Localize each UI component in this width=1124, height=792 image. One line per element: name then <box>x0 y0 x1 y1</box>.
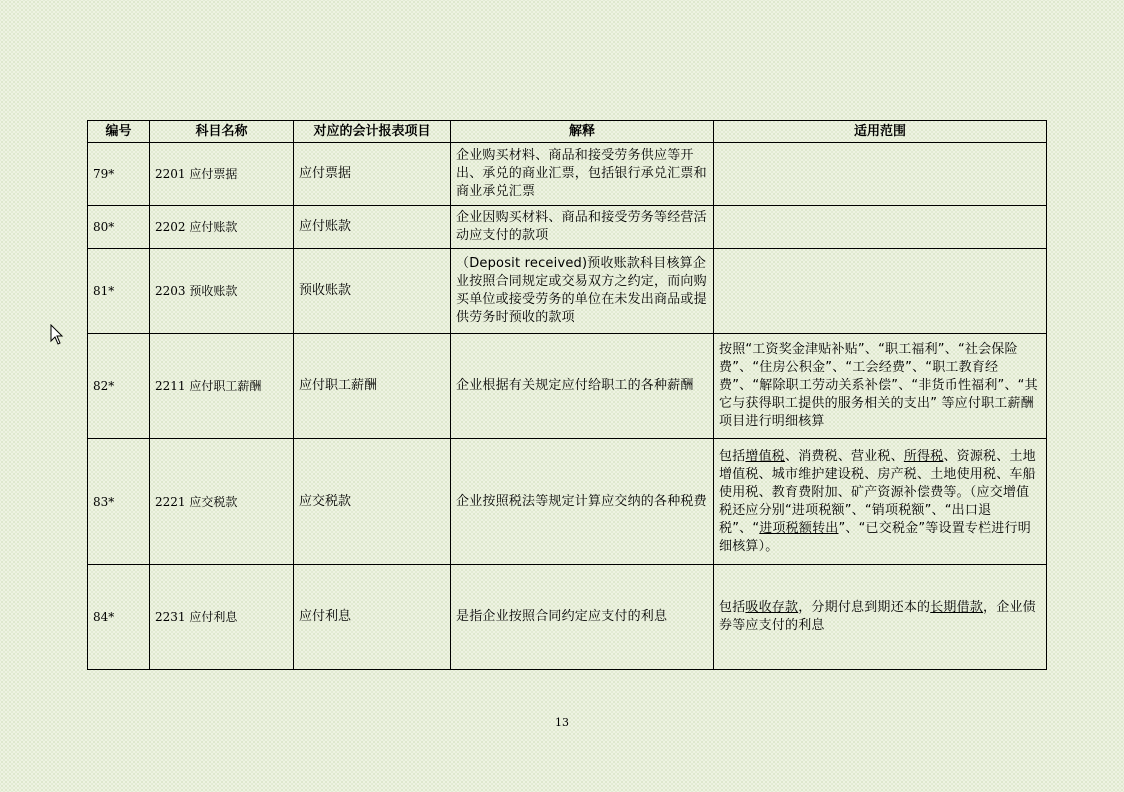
row-account-name: 2202 应付账款 <box>150 206 294 249</box>
header-scope: 适用范围 <box>714 121 1047 143</box>
table-row <box>88 439 1047 565</box>
table-row <box>88 565 1047 670</box>
table-header-row <box>88 121 1047 143</box>
row-report-item: 应付职工薪酬 <box>294 334 451 439</box>
table-row <box>88 334 1047 439</box>
row-explanation: 企业购买材料、商品和接受劳务供应等开出、承兑的商业汇票，包括银行承兑汇票和商业承兑汇票 <box>451 143 714 206</box>
scope-link-input-tax-transfer[interactable]: 进项税额转出 <box>759 520 839 536</box>
row-number: 82* <box>88 334 150 439</box>
page-number: 13 <box>555 716 569 729</box>
arrow-cursor-icon <box>50 324 64 346</box>
scope-link-income-tax[interactable]: 所得税 <box>903 448 944 464</box>
row-report-item: 应交税款 <box>294 439 451 565</box>
row-number: 83* <box>88 439 150 565</box>
row-number: 81* <box>88 249 150 334</box>
accounts-table <box>87 120 1047 670</box>
row-explanation: 企业因购买材料、商品和接受劳务等经营活动应支付的款项 <box>451 206 714 249</box>
row-number: 84* <box>88 565 150 670</box>
row-scope <box>714 249 1047 334</box>
row-scope <box>714 439 1047 565</box>
header-number: 编号 <box>88 121 150 143</box>
table-row <box>88 249 1047 334</box>
scope-text: ，企业债券等应支付的利息 <box>719 600 1036 633</box>
table-row <box>88 143 1047 206</box>
row-explanation: （Deposit received)预收账款科目核算企业按照合同规定或交易双方之约定，而向购买单位或接受劳务的单位在未发出商品或提供劳务时预收的款项 <box>451 249 714 334</box>
header-report-item: 对应的会计报表项目 <box>294 121 451 143</box>
row-account-name: 2211 应付职工薪酬 <box>150 334 294 439</box>
row-account-name: 2231 应付利息 <box>150 565 294 670</box>
scope-text: 、消费税、营业税、 <box>785 448 904 464</box>
scope-text: ，分期付息到期还本的 <box>798 600 931 615</box>
row-report-item: 应付票据 <box>294 143 451 206</box>
row-account-name: 2221 应交税款 <box>150 439 294 565</box>
row-explanation: 是指企业按照合同约定应支付的利息 <box>451 565 714 670</box>
scope-text: 包括 <box>719 448 746 464</box>
row-scope <box>714 565 1047 670</box>
row-number: 80* <box>88 206 150 249</box>
row-explanation: 企业按照税法等规定计算应交纳的各种税费 <box>451 439 714 565</box>
scope-link-long-term-loans[interactable]: 长期借款 <box>930 600 984 615</box>
row-scope <box>714 143 1047 206</box>
table-row <box>88 206 1047 249</box>
scope-link-vat[interactable]: 增值税 <box>745 448 786 464</box>
row-account-name: 2203 预收账款 <box>150 249 294 334</box>
row-report-item: 应付账款 <box>294 206 451 249</box>
row-account-name: 2201 应付票据 <box>150 143 294 206</box>
scope-link-deposits[interactable]: 吸收存款 <box>745 600 799 615</box>
scope-text: 包括 <box>719 600 746 615</box>
header-account-name: 科目名称 <box>150 121 294 143</box>
scope-text: 、资源税、土地增值税、城市维护建设税、房产税、土地使用税、车船使用税、教育费附加、矿产资源补偿费等。（应交增值税还应分别“进项税额”、“销项税额”、“出口退税”、“ <box>719 448 1036 536</box>
scope-text: ”、“已交税金”等设置专栏进行明细核算）。 <box>719 520 1031 554</box>
header-explanation: 解释 <box>451 121 714 143</box>
row-number: 79* <box>88 143 150 206</box>
row-report-item: 应付利息 <box>294 565 451 670</box>
row-scope: 按照“工资奖金津贴补贴”、“职工福利”、“社会保险费”、“住房公积金”、“工会经费”、“职工教育经费”、“解除职工劳动关系补偿”、“非货币性福利”、“其它与获得职工提供的服务相关的支出” 等应付职工薪酬项目进行明细核算 <box>714 334 1047 439</box>
row-scope <box>714 206 1047 249</box>
row-report-item: 预收账款 <box>294 249 451 334</box>
row-explanation: 企业根据有关规定应付给职工的各种薪酬 <box>451 334 714 439</box>
